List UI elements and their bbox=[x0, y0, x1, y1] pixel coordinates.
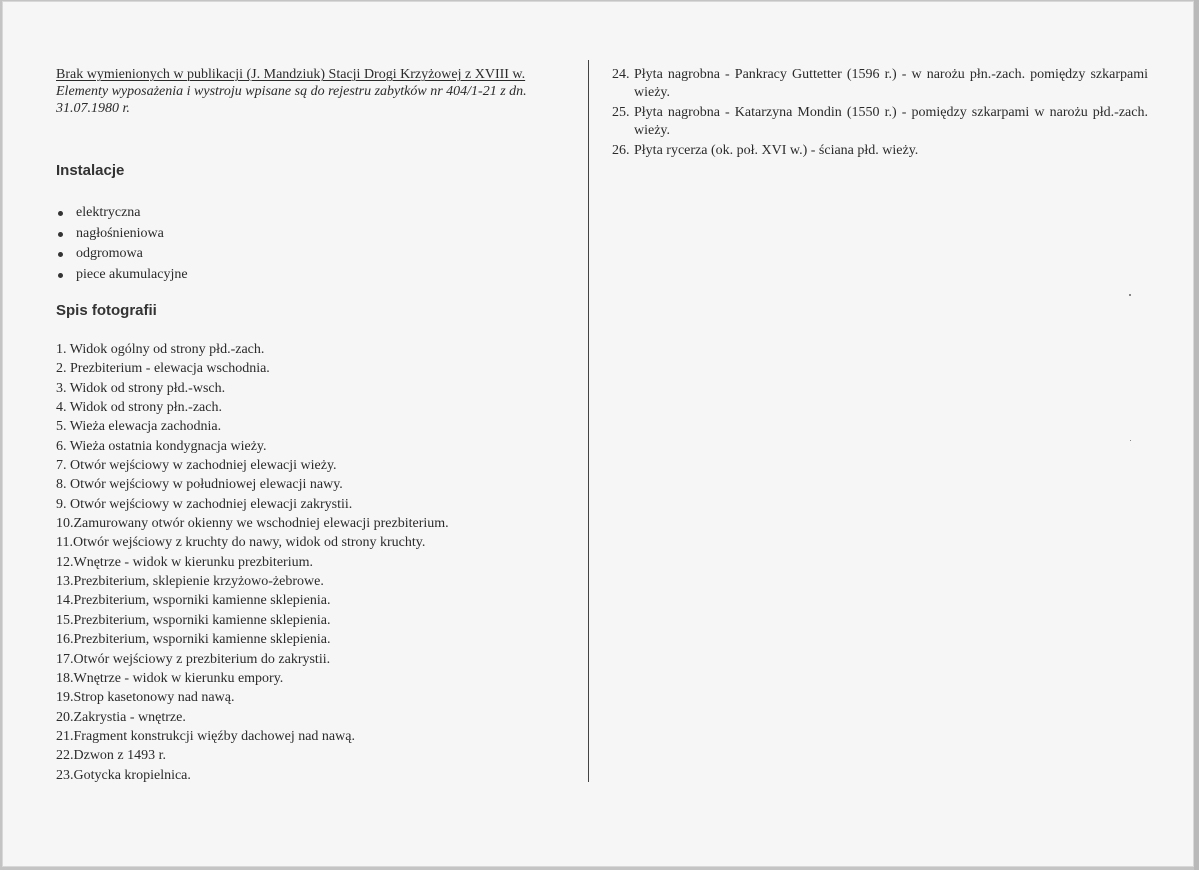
installations-list bbox=[56, 203, 188, 285]
bullet-icon bbox=[58, 232, 63, 237]
photo-item: 7. Otwór wejściowy w zachodniej elewacji wieży. bbox=[56, 458, 337, 474]
photo-item: 21.Fragment konstrukcji więźby dachowej nad nawą. bbox=[56, 728, 355, 744]
installation-label: elektryczna bbox=[76, 205, 141, 220]
photo-item: 22.Dzwon z 1493 r. bbox=[56, 748, 167, 764]
photo-item-number: 26. bbox=[612, 143, 630, 158]
scan-speck bbox=[1129, 294, 1131, 296]
photo-item: 2. Prezbiterium - elewacja wschodnia. bbox=[56, 361, 270, 377]
photo-item: 15.Prezbiterium, wsporniki kamienne sklepienia. bbox=[56, 612, 331, 628]
photo-item: 8. Otwór wejściowy w południowej elewacji nawy. bbox=[56, 477, 343, 493]
photo-item: 23.Gotycka kropielnica. bbox=[56, 767, 191, 783]
photo-item: 6. Wieża ostatnia kondygnacja wieży. bbox=[56, 438, 267, 454]
installation-item bbox=[56, 203, 188, 224]
photo-item-text: Płyta nagrobna - Katarzyna Mondin (1550 r.) - pomiędzy szkarpami w narożu płd.-zach. wieży. bbox=[634, 105, 1148, 138]
photo-item-text: Płyta nagrobna - Pankracy Guttetter (1596 r.) - w narożu płn.-zach. pomiędzy szkarpami wieży. bbox=[634, 67, 1148, 100]
photo-item: 17.Otwór wejściowy z prezbiterium do zakrystii. bbox=[56, 651, 331, 667]
installation-item bbox=[56, 265, 188, 286]
photo-item: 18.Wnętrze - widok w kierunku empory. bbox=[56, 670, 284, 686]
photo-item: 12.Wnętrze - widok w kierunku prezbiterium. bbox=[56, 554, 313, 570]
photo-item bbox=[612, 66, 1148, 102]
bullet-icon bbox=[58, 273, 63, 278]
photo-item: 3. Widok od strony płd.-wsch. bbox=[56, 380, 226, 396]
photo-item-number: 24. bbox=[612, 67, 630, 82]
photo-list-continued bbox=[612, 66, 1148, 160]
photo-item: 16.Prezbiterium, wsporniki kamienne sklepienia. bbox=[56, 632, 331, 648]
photo-item: 19.Strop kasetonowy nad nawą. bbox=[56, 690, 235, 706]
installation-label: odgromowa bbox=[76, 246, 143, 261]
bullet-icon bbox=[58, 211, 63, 216]
note-publication: Brak wymienionych w publikacji (J. Mandziuk) Stacji Drogi Krzyżowej z XVIII w. bbox=[56, 67, 526, 82]
photo-item: 20.Zakrystia - wnętrze. bbox=[56, 709, 186, 725]
photo-item bbox=[612, 142, 1148, 160]
photo-item: 14.Prezbiterium, wsporniki kamienne sklepienia. bbox=[56, 593, 331, 609]
note-register: Elementy wyposażenia i wystroju wpisane są do rejestru zabytków nr 404/1-21 z dn. 31.07.1980 r. bbox=[56, 84, 527, 116]
photo-item: 4. Widok od strony płn.-zach. bbox=[56, 400, 222, 416]
photo-list bbox=[56, 340, 449, 785]
scan-speck bbox=[1130, 440, 1131, 441]
photos-heading: Spis fotografii bbox=[56, 302, 157, 319]
photo-item-text: Płyta rycerza (ok. poł. XVI w.) - ściana płd. wieży. bbox=[634, 143, 919, 158]
installation-label: nagłośnieniowa bbox=[76, 225, 164, 241]
left-column bbox=[56, 66, 566, 783]
installations-heading: Instalacje bbox=[56, 162, 125, 179]
photo-item-number: 25. bbox=[612, 105, 630, 120]
page-edge bbox=[1194, 0, 1199, 870]
photo-item: 1. Widok ogólny od strony płd.-zach. bbox=[56, 342, 265, 357]
installation-item bbox=[56, 224, 188, 245]
photo-item bbox=[612, 104, 1148, 140]
photo-item: 9. Otwór wejściowy w zachodniej elewacji zakrystii. bbox=[56, 496, 353, 512]
right-column bbox=[612, 66, 1148, 162]
photo-item: 13.Prezbiterium, sklepienie krzyżowo-żebrowe. bbox=[56, 574, 324, 590]
installation-item bbox=[56, 244, 188, 265]
installation-label: piece akumulacyjne bbox=[76, 266, 188, 282]
photo-item: 11.Otwór wejściowy z kruchty do nawy, widok od strony kruchty. bbox=[56, 535, 426, 551]
photo-item: 5. Wieża elewacja zachodnia. bbox=[56, 419, 222, 435]
photo-item: 10.Zamurowany otwór okienny we wschodniej elewacji prezbiterium. bbox=[56, 516, 449, 532]
column-divider bbox=[588, 60, 589, 782]
bullet-icon bbox=[58, 252, 63, 257]
